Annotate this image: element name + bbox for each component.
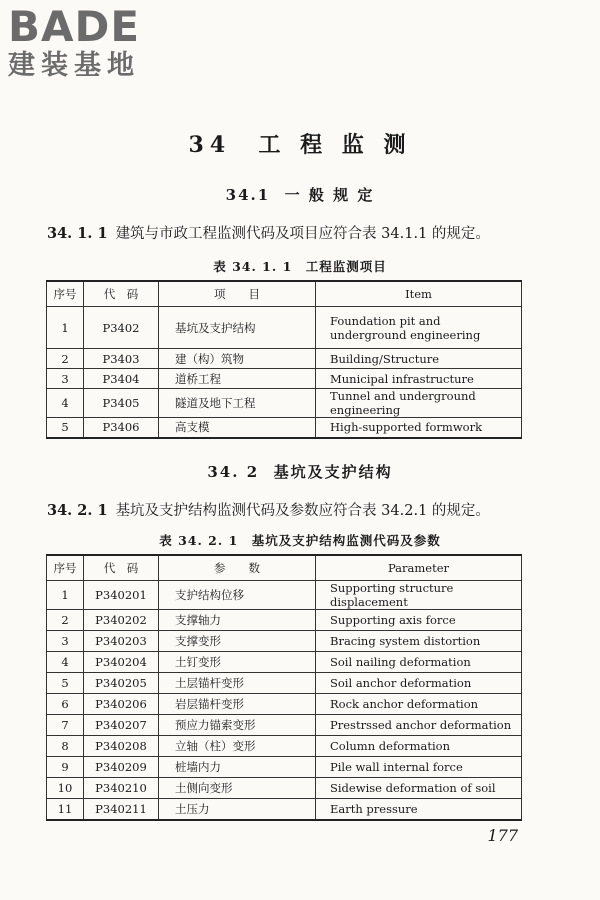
table-row (47, 631, 522, 652)
table-cell: 土钉变形 (159, 652, 316, 673)
table-cell: 土层锚杆变形 (159, 673, 316, 694)
table-cell: 5 (47, 673, 84, 694)
table-cell: Soil anchor deformation (316, 673, 522, 694)
table-cell: 基坑及支护结构 (159, 307, 316, 349)
table-row (47, 610, 522, 631)
table-cell: 10 (47, 778, 84, 799)
table-cell: 支护结构位移 (159, 581, 316, 610)
section-heading-1 (0, 184, 600, 205)
column-header: Parameter (316, 555, 522, 581)
clause-text: 基坑及支护结构监测代码及参数应符合表 34.2.1 的规定。 (115, 503, 490, 519)
column-header: 参 数 (159, 555, 316, 581)
table-cell: 岩层锚杆变形 (159, 694, 316, 715)
table-row (47, 652, 522, 673)
clause-number: 34. 1. 1 (47, 225, 108, 242)
table-1-caption: 表 34. 1. 1 工程监测项目 (213, 259, 387, 274)
table-header-row (47, 281, 522, 307)
table-row (47, 799, 522, 820)
table-cell: P340211 (84, 799, 159, 820)
table-cell: P340202 (84, 610, 159, 631)
table-cell: Sidewise deformation of soil (316, 778, 522, 799)
table-row (47, 369, 522, 389)
column-header: Item (316, 281, 522, 307)
clause-2 (47, 499, 490, 520)
table-cell: High-supported formwork (316, 418, 522, 438)
table-row (47, 581, 522, 610)
table-cell: 4 (47, 652, 84, 673)
table-cell: P3402 (84, 307, 159, 349)
table-cell: P3403 (84, 349, 159, 369)
section-title: 一 般 规 定 (284, 186, 375, 204)
table-cell: 土侧向变形 (159, 778, 316, 799)
table-row (47, 389, 522, 418)
table-cell: P340207 (84, 715, 159, 736)
table-cell: 立轴（柱）变形 (159, 736, 316, 757)
clause-text: 建筑与市政工程监测代码及项目应符合表 34.1.1 的规定。 (115, 226, 490, 242)
table-row (47, 349, 522, 369)
table-cell: P340210 (84, 778, 159, 799)
table-cell: Municipal infrastructure (316, 369, 522, 389)
chapter-number: 34 (188, 132, 232, 158)
table-cell: Column deformation (316, 736, 522, 757)
chapter-title: 工 程 监 测 (258, 132, 412, 158)
section-heading-2 (0, 461, 600, 482)
table-row (47, 307, 522, 349)
table-cell: Pile wall internal force (316, 757, 522, 778)
table-cell: 建（构）筑物 (159, 349, 316, 369)
table-cell: P3406 (84, 418, 159, 438)
section-title: 基坑及支护结构 (273, 463, 393, 481)
foundation-parameters-table (46, 554, 522, 821)
section-number: 34. 2 (207, 463, 260, 481)
table-cell: 6 (47, 694, 84, 715)
page-number: 177 (487, 826, 518, 845)
table-cell: 土压力 (159, 799, 316, 820)
monitoring-items-table (46, 280, 522, 439)
table-row (47, 673, 522, 694)
table-cell: 预应力锚索变形 (159, 715, 316, 736)
table-cell: P340206 (84, 694, 159, 715)
table-cell: P340208 (84, 736, 159, 757)
table-cell: 11 (47, 799, 84, 820)
table-cell: 高支模 (159, 418, 316, 438)
chapter-heading (0, 128, 600, 159)
table-cell: 2 (47, 610, 84, 631)
table-cell: 1 (47, 581, 84, 610)
table-cell: 3 (47, 369, 84, 389)
table-2-caption: 表 34. 2. 1 基坑及支护结构监测代码及参数 (159, 533, 441, 548)
table-row (47, 778, 522, 799)
clause-number: 34. 2. 1 (47, 502, 108, 519)
table-cell: Supporting structure displacement (316, 581, 522, 610)
table-cell: 道桥工程 (159, 369, 316, 389)
table-cell: 8 (47, 736, 84, 757)
table-cell: 5 (47, 418, 84, 438)
table-cell: Prestrssed anchor deformation (316, 715, 522, 736)
table-row (47, 757, 522, 778)
table-cell: 2 (47, 349, 84, 369)
section-number: 34.1 (225, 186, 271, 204)
table-cell: 桩墙内力 (159, 757, 316, 778)
table-cell: Soil nailing deformation (316, 652, 522, 673)
table-cell: P340203 (84, 631, 159, 652)
table-cell: 支撑轴力 (159, 610, 316, 631)
table-cell: P340209 (84, 757, 159, 778)
column-header: 序号 (47, 555, 84, 581)
table-cell: P3404 (84, 369, 159, 389)
table-cell: 支撑变形 (159, 631, 316, 652)
table-cell: Building/Structure (316, 349, 522, 369)
column-header: 序号 (47, 281, 84, 307)
table-cell: Tunnel and underground engineering (316, 389, 522, 418)
table-cell: 9 (47, 757, 84, 778)
table-cell: 4 (47, 389, 84, 418)
table-cell: P340201 (84, 581, 159, 610)
table-cell: Foundation pit and underground engineering (316, 307, 522, 349)
table-row (47, 418, 522, 438)
table-cell: P340204 (84, 652, 159, 673)
table-row (47, 694, 522, 715)
logo-text-en: BADE (8, 2, 141, 51)
logo (8, 4, 140, 82)
table-header-row (47, 555, 522, 581)
table-cell: Supporting axis force (316, 610, 522, 631)
column-header: 代 码 (84, 555, 159, 581)
table-row (47, 715, 522, 736)
table-cell: 7 (47, 715, 84, 736)
table-cell: Rock anchor deformation (316, 694, 522, 715)
table-cell: Earth pressure (316, 799, 522, 820)
table-cell: P3405 (84, 389, 159, 418)
table-row (47, 736, 522, 757)
column-header: 项 目 (159, 281, 316, 307)
table-cell: 1 (47, 307, 84, 349)
clause-1 (47, 222, 490, 243)
logo-text-cn: 建装基地 (8, 50, 140, 81)
table-cell: P340205 (84, 673, 159, 694)
table-cell: 3 (47, 631, 84, 652)
table-cell: Bracing system distortion (316, 631, 522, 652)
table-cell: 隧道及地下工程 (159, 389, 316, 418)
column-header: 代 码 (84, 281, 159, 307)
